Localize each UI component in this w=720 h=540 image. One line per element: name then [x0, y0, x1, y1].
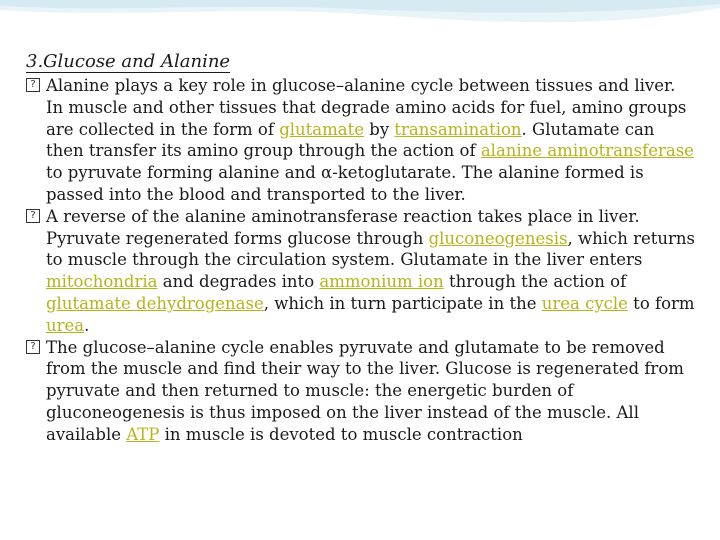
paragraph-text: , which in turn participate in the	[263, 293, 542, 313]
hyperlink[interactable]: ATP	[126, 424, 160, 444]
paragraph-3	[26, 337, 696, 446]
slide-content	[26, 52, 696, 446]
decorative-top-wave	[0, 0, 720, 40]
paragraph-text: and degrades into	[157, 272, 320, 292]
paragraph-text: . Glutamate can then transfer its amino group through the action of	[46, 119, 655, 161]
hyperlink[interactable]: glutamate	[279, 119, 365, 139]
paragraph-text: in muscle is devoted to muscle contraction	[159, 424, 523, 444]
paragraph-text: by	[364, 119, 395, 139]
bullet-box-icon: ?	[26, 78, 40, 92]
paragraph-text: to pyruvate forming alanine and α-ketoglutarate. The alanine formed is passed into the blood and transported to the liver.	[46, 163, 644, 204]
bullet-box-icon: ?	[26, 209, 40, 223]
paragraph-list	[26, 75, 696, 446]
hyperlink[interactable]: alanine aminotransferase	[480, 141, 694, 161]
paragraph-text: Alanine plays a key role in glucose–alanine cycle between tissues and liver. In muscle and other tissues that degrade amino acids for fuel, amino groups are collected in the form of	[46, 76, 687, 139]
hyperlink[interactable]: glutamate dehydrogenase	[46, 293, 264, 313]
paragraph-text: to form	[627, 293, 695, 313]
hyperlink[interactable]: ammonium ion	[319, 272, 444, 292]
hyperlink[interactable]: transamination	[394, 119, 522, 139]
paragraph-text: .	[84, 315, 90, 335]
hyperlink[interactable]: gluconeogenesis	[428, 228, 568, 248]
paragraph-2	[26, 206, 696, 337]
paragraph-1	[26, 75, 696, 206]
hyperlink[interactable]: mitochondria	[46, 272, 158, 292]
paragraph-text: through the action of	[443, 272, 627, 292]
slide-title: 3.Glucose and Alanine	[26, 51, 231, 72]
paragraph-text: The glucose–alanine cycle enables pyruvate and glutamate to be removed from the muscle and find their way to the liver. Glucose is regenerated from pyruvate and then returned to muscle: the energetic burden of gluconeogenesis is thus imposed on the liver instead of the muscle. All available	[46, 337, 684, 444]
bullet-box-icon: ?	[26, 340, 40, 354]
paragraph-text: A reverse of the alanine aminotransferase reaction takes place in liver. Pyruvate regenerated forms glucose through	[46, 206, 640, 248]
hyperlink[interactable]: urea cycle	[541, 293, 628, 313]
paragraph-text: , which returns to muscle through the circulation system. Glutamate in the liver enters	[46, 228, 696, 270]
hyperlink[interactable]: urea	[46, 315, 85, 335]
